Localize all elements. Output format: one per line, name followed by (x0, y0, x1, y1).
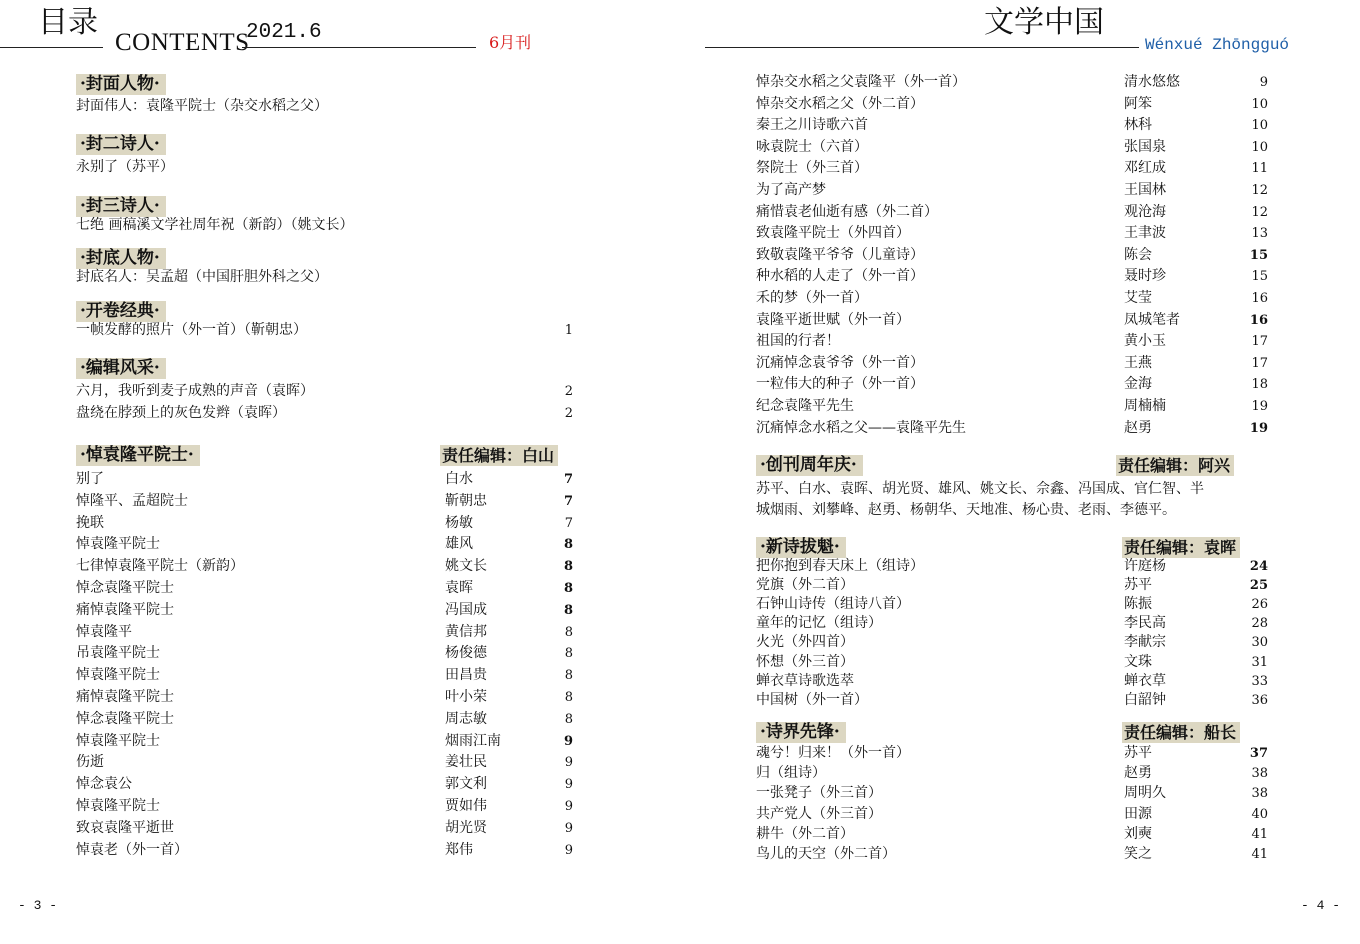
entry-author: 李民高 (1124, 615, 1166, 632)
toc-entry (76, 381, 573, 402)
entry-title: 党旗（外二首） (756, 577, 854, 594)
anniv-line-1: 苏平、白水、袁晖、胡光贤、雄风、姚文长、佘鑫、冯国成、官仁智、半 (756, 481, 1204, 497)
entry-author: 刘奭 (1124, 825, 1152, 842)
cover2-line: 永别了（苏平） (76, 159, 174, 175)
toc-entry (76, 513, 573, 534)
entry-title: 禾的梦（外一首） (756, 290, 868, 306)
toc-entry (76, 643, 573, 664)
toc-entry (756, 594, 1268, 615)
entry-page: 2 (564, 384, 573, 399)
entry-author: 笑之 (1124, 846, 1152, 862)
entry-author: 阿笨 (1124, 95, 1152, 112)
entry-page: 19 (1251, 399, 1268, 414)
dot-leader (245, 556, 444, 577)
dot-leader (827, 763, 1123, 784)
dot-leader (189, 840, 444, 861)
dot-leader (105, 752, 444, 773)
toc-entry (76, 578, 573, 599)
toc-entry (756, 844, 1268, 865)
entry-author: 赵勇 (1124, 765, 1152, 782)
entry-page: 36 (1251, 692, 1268, 708)
dot-leader (911, 743, 1123, 764)
entry-author: 林科 (1124, 117, 1152, 134)
cover-line: 封面伟人：袁隆平院士（杂交水稻之父） (76, 98, 328, 114)
entry-page: 8 (563, 537, 573, 553)
entry-page: 9 (564, 755, 573, 771)
dot-leader (105, 513, 444, 534)
toc-entry (756, 115, 1268, 136)
dot-leader (189, 491, 444, 512)
entry-author: 凤城笔者 (1124, 311, 1180, 328)
entry-author: 陈振 (1124, 596, 1152, 613)
toc-entry (76, 709, 573, 730)
dot-leader (883, 804, 1123, 825)
toc-entry (756, 137, 1268, 158)
entry-title: 悼袁隆平院士 (76, 732, 160, 749)
entry-author: 金海 (1124, 376, 1152, 393)
entry-page: 37 (1249, 746, 1268, 761)
entry-author: 白水 (445, 471, 473, 487)
entry-page: 10 (1251, 96, 1268, 112)
dot-leader (869, 288, 1123, 309)
entry-author: 邓红成 (1124, 160, 1166, 177)
dot-leader (967, 72, 1123, 93)
toc-entry (756, 94, 1268, 115)
entry-author: 杨俊德 (445, 645, 487, 662)
entry-title: 火光（外四首） (756, 634, 854, 651)
toc-entry (756, 575, 1268, 596)
entry-title: 共产党人（外三首） (756, 805, 882, 822)
dot-leader (855, 652, 1123, 673)
entry-page: 33 (1251, 673, 1268, 689)
entry-title: 悼袁隆平院士 (76, 798, 160, 814)
entry-author: 黄信邦 (445, 623, 487, 640)
entry-page: 28 (1251, 616, 1268, 632)
entry-title: 纪念袁隆平先生 (756, 398, 854, 414)
section-title: ·封面人物· (76, 74, 166, 95)
dot-leader (133, 774, 444, 795)
dot-leader (827, 180, 1123, 201)
entry-title: 悼念袁隆平院士 (76, 580, 174, 596)
dot-leader (855, 575, 1123, 596)
entry-page: 30 (1251, 635, 1268, 651)
entry-title: 致哀袁隆平逝世 (76, 819, 174, 836)
entry-title: 归（组诗） (756, 765, 826, 782)
entry-author: 王国林 (1124, 182, 1166, 198)
entry-page: 18 (1251, 377, 1268, 393)
entry-author: 蝉衣草 (1124, 672, 1166, 689)
page-number-right: - 4 - (1301, 898, 1341, 913)
entry-page: 7 (564, 515, 573, 531)
entry-title: 沉痛悼念水稻之父——袁隆平先生 (756, 419, 966, 436)
dot-leader (105, 469, 444, 490)
entry-page: 8 (563, 581, 573, 596)
entry-author: 靳朝忠 (445, 492, 487, 509)
entry-page: 12 (1251, 183, 1268, 198)
entry-title: 耕牛（外二首） (756, 825, 854, 842)
entry-author: 周楠楠 (1124, 398, 1166, 414)
entry-author: 袁晖 (445, 580, 473, 596)
entry-page: 15 (1251, 269, 1268, 285)
section-editor-credit: 责任编辑：船长 (1122, 722, 1240, 743)
entry-title: 鸟儿的天空（外二首） (756, 846, 896, 862)
entry-title: 把你抱到春天床上（组诗） (756, 558, 924, 574)
entry-author: 张国泉 (1124, 138, 1166, 155)
dot-leader (161, 731, 444, 752)
entry-page: 10 (1251, 139, 1268, 155)
section-title: ·开卷经典· (76, 301, 166, 322)
dot-leader (869, 690, 1123, 711)
entry-page: 9 (564, 842, 573, 858)
entry-title: 悼杂交水稻之父（外二首） (756, 95, 924, 112)
contents-label: CONTENTS (115, 29, 250, 56)
toc-entry (756, 556, 1268, 577)
toc-entry (756, 310, 1268, 331)
entry-title: 痛悼袁隆平院士 (76, 601, 174, 618)
entry-title: 袁隆平逝世赋（外一首） (756, 311, 910, 328)
entry-title: 蝉衣草诗歌选萃 (756, 672, 854, 689)
dot-leader (161, 534, 444, 555)
entry-title: 咏袁院士（六首） (756, 138, 868, 155)
entry-author: 郑伟 (445, 841, 473, 858)
section-title: ·诗界先锋· (756, 722, 846, 743)
section-title: ·新诗拔魁· (756, 537, 846, 558)
back-line: 封底名人：吴孟超（中国肝胆外科之父） (76, 269, 328, 285)
toc-entry (76, 403, 573, 424)
cover3-line: 七绝 画稿溪文学社周年祝（新韵）（姚文长） (76, 217, 354, 233)
toc-entry (76, 796, 573, 817)
entry-page: 25 (1249, 578, 1268, 594)
dot-leader (869, 115, 1123, 136)
entry-page: 40 (1251, 806, 1268, 822)
toc-entry (756, 804, 1268, 825)
dot-leader (855, 632, 1123, 653)
section-editor-credit: 责任编辑：阿兴 (1116, 455, 1234, 476)
toc-entry (76, 622, 573, 643)
entry-page: 31 (1251, 654, 1268, 670)
entry-title: 悼袁隆平院士 (76, 536, 160, 553)
dot-leader (925, 266, 1123, 287)
entry-title: 悼袁隆平 (76, 623, 132, 640)
dot-leader (133, 622, 444, 643)
section-title: ·封底人物· (76, 248, 166, 269)
dot-leader (855, 824, 1123, 845)
entry-author: 苏平 (1124, 577, 1152, 594)
entry-author: 叶小荣 (445, 689, 487, 705)
entry-title: 悼隆平、孟超院士 (76, 492, 188, 509)
entry-title: 悼袁隆平院士 (76, 667, 160, 684)
toc-entry (76, 534, 573, 555)
section-title: ·封二诗人· (76, 134, 166, 155)
issue-label: 6月刊 (489, 33, 532, 52)
section-editor-credit: 责任编辑：袁晖 (1122, 537, 1240, 558)
entry-author: 贾如伟 (445, 798, 487, 814)
right-page-title: 文学中国 (984, 5, 1104, 40)
dot-leader (855, 396, 1123, 417)
entry-title: 致敬袁隆平爷爷（儿童诗） (756, 246, 924, 263)
entry-page: 8 (564, 624, 573, 640)
entry-page: 2 (564, 406, 573, 421)
journal-pinyin: Wénxué Zhōngguó (1145, 36, 1290, 54)
page-number-left: - 3 - (18, 898, 58, 913)
entry-page: 16 (1249, 312, 1268, 328)
entry-title: 为了高产梦 (756, 182, 826, 198)
entry-page: 7 (563, 472, 573, 487)
entry-page: 26 (1251, 597, 1268, 613)
toc-entry (756, 783, 1268, 804)
section-anniv (756, 455, 1256, 476)
entry-title: 悼袁老（外一首） (76, 841, 188, 858)
entry-page: 17 (1251, 334, 1268, 350)
toc-entry (76, 687, 573, 708)
dot-leader (911, 594, 1123, 615)
entry-title: 祖国的行者！ (756, 333, 840, 350)
entry-title: 悼念袁隆平院士 (76, 710, 174, 727)
toc-entry (756, 202, 1268, 223)
entry-author: 赵勇 (1124, 419, 1152, 436)
entry-page: 1 (564, 323, 573, 338)
section-newpoem (756, 537, 1260, 558)
toc-entry (76, 469, 573, 490)
entry-title: 祭院士（外三首） (756, 160, 868, 177)
dot-leader (939, 202, 1123, 223)
entry-page: 8 (564, 711, 573, 727)
toc-entry (756, 288, 1268, 309)
dot-leader (175, 709, 444, 730)
entry-text: 一帧发酵的照片（外一首）（靳朝忠） (76, 322, 307, 338)
toc-entry (756, 72, 1268, 93)
entry-author: 王聿波 (1124, 225, 1166, 242)
entry-page: 17 (1251, 355, 1268, 371)
entry-author: 周明久 (1124, 785, 1166, 802)
toc-entry (76, 752, 573, 773)
entry-page: 8 (564, 668, 573, 684)
entry-page: 16 (1251, 291, 1268, 306)
entry-author: 胡光贤 (445, 819, 487, 836)
entry-title: 沉痛悼念袁爷爷（外一首） (756, 354, 924, 371)
entry-page: 41 (1251, 826, 1268, 842)
entry-author: 雄风 (445, 536, 473, 553)
dot-leader (897, 844, 1123, 865)
entry-author: 杨敏 (445, 514, 473, 531)
toc-entry (756, 266, 1268, 287)
entry-title: 痛惜袁老仙逝有感（外二首） (756, 203, 938, 220)
dot-leader (841, 331, 1123, 352)
dot-leader (161, 665, 444, 686)
dot-leader (869, 158, 1123, 179)
left-page-title: 目录 (38, 5, 98, 40)
entry-title: 魂兮！归来！（外一首） (756, 745, 910, 761)
toc-entry (76, 731, 573, 752)
section-editor-credit: 责任编辑：白山 (440, 445, 558, 466)
toc-entry (76, 818, 573, 839)
entry-author: 田源 (1124, 805, 1152, 822)
entry-text: 六月，我听到麦子成熟的声音（袁晖） (76, 383, 314, 399)
entry-page: 15 (1249, 247, 1268, 263)
section-title: ·悼袁隆平院士· (76, 445, 200, 466)
toc-entry (756, 824, 1268, 845)
dot-leader (175, 818, 444, 839)
toc-entry (756, 652, 1268, 673)
dot-leader (925, 94, 1123, 115)
section-title: ·封三诗人· (76, 196, 166, 217)
dot-leader (855, 671, 1123, 692)
dot-leader (175, 600, 444, 621)
entry-title: 七律悼袁隆平院士（新韵） (76, 558, 244, 575)
entry-page: 8 (563, 602, 573, 618)
entry-title: 石钟山诗传（组诗八首） (756, 596, 910, 613)
toc-entry (76, 556, 573, 577)
dot-leader (925, 556, 1123, 577)
entry-title: 别了 (76, 471, 104, 487)
entry-page: 8 (564, 646, 573, 662)
entry-author: 艾莹 (1124, 290, 1152, 306)
entry-author: 黄小玉 (1124, 333, 1166, 350)
left-header-rule-a (0, 47, 103, 48)
entry-author: 清水悠悠 (1124, 74, 1180, 90)
dot-leader (869, 137, 1123, 158)
dot-leader (911, 310, 1123, 331)
entry-page: 9 (1259, 75, 1268, 90)
entry-page: 38 (1251, 766, 1268, 782)
entry-author: 姜壮民 (445, 754, 487, 771)
entry-author: 郭文利 (445, 776, 487, 793)
toc-entry (756, 632, 1268, 653)
toc-entry (76, 840, 573, 861)
entry-page: 41 (1251, 847, 1268, 862)
entry-page: 10 (1251, 118, 1268, 134)
entry-page: 9 (564, 799, 573, 814)
entry-author: 田昌贵 (445, 667, 487, 684)
entry-author: 周志敏 (445, 710, 487, 727)
toc-entry (756, 763, 1268, 784)
entry-title: 怀想（外三首） (756, 653, 854, 670)
entry-title: 吊袁隆平院士 (76, 645, 160, 662)
toc-entry (76, 665, 573, 686)
toc-entry (756, 245, 1268, 266)
toc-entry (76, 491, 573, 512)
toc-entry (76, 600, 573, 621)
dot-leader (883, 613, 1123, 634)
entry-page: 7 (563, 493, 573, 509)
section-vanguard (756, 722, 1260, 743)
entry-title: 痛悼袁隆平院士 (76, 689, 174, 705)
entry-author: 李献宗 (1124, 634, 1166, 651)
dot-leader (925, 374, 1123, 395)
toc-entry (756, 180, 1268, 201)
dot-leader (883, 783, 1123, 804)
toc-entry (756, 331, 1268, 352)
dot-leader (175, 578, 444, 599)
entry-title: 一张凳子（外三首） (756, 785, 882, 802)
entry-title: 挽联 (76, 514, 104, 531)
entry-author: 观沧海 (1124, 203, 1166, 220)
entry-page: 13 (1251, 226, 1268, 242)
section-title: ·创刊周年庆· (756, 455, 863, 476)
left-header-rule-b (242, 47, 476, 48)
dot-leader (161, 643, 444, 664)
entry-page: 24 (1249, 559, 1268, 574)
entry-author: 陈会 (1124, 246, 1152, 263)
entry-text: 盘绕在脖颈上的灰色发辫（袁晖） (76, 405, 286, 421)
toc-entry (756, 690, 1268, 711)
entry-title: 秦王之川诗歌六首 (756, 117, 868, 134)
entry-page: 8 (564, 690, 573, 705)
entry-page: 9 (564, 820, 573, 836)
issue-date: 2021.6 (246, 21, 322, 44)
anniv-line-2: 城烟雨、刘攀峰、赵勇、杨朝华、天地准、杨心贵、老雨、李德平。 (756, 502, 1176, 518)
entry-author: 白韶钟 (1124, 691, 1166, 708)
entry-page: 9 (564, 777, 573, 793)
right-header-rule (705, 47, 1139, 48)
entry-author: 烟雨江南 (445, 732, 501, 749)
entry-title: 伤逝 (76, 754, 104, 771)
toc-entry (756, 396, 1268, 417)
entry-title: 一粒伟大的种子（外一首） (756, 376, 924, 393)
entry-page: 9 (563, 733, 573, 749)
dot-leader (925, 245, 1123, 266)
entry-page: 19 (1249, 420, 1268, 436)
toc-entry (76, 774, 573, 795)
entry-page: 8 (563, 559, 573, 575)
dot-leader (161, 796, 444, 817)
toc-entry (756, 374, 1268, 395)
entry-title: 悼念袁公 (76, 776, 132, 793)
entry-title: 悼杂交水稻之父袁隆平（外一首） (756, 74, 966, 90)
toc-entry (756, 353, 1268, 374)
entry-author: 姚文长 (445, 558, 487, 575)
toc-entry (756, 158, 1268, 179)
entry-author: 许庭杨 (1124, 558, 1166, 574)
toc-entry (756, 671, 1268, 692)
entry-title: 种水稻的人走了（外一首） (756, 268, 924, 285)
dot-leader (925, 353, 1123, 374)
entry-title: 童年的记忆（组诗） (756, 615, 882, 632)
toc-entry (756, 613, 1268, 634)
entry-page: 38 (1251, 786, 1268, 802)
section-mourn (76, 445, 578, 466)
dot-leader (175, 687, 444, 708)
entry-author: 文珠 (1124, 653, 1152, 670)
toc-entry (756, 743, 1268, 764)
opening-entry (76, 320, 573, 341)
dot-leader (967, 418, 1123, 439)
entry-page: 12 (1251, 204, 1268, 220)
entry-author: 聂时珍 (1124, 268, 1166, 285)
toc-entry (756, 223, 1268, 244)
entry-author: 苏平 (1124, 745, 1152, 761)
entry-title: 致袁隆平院士（外四首） (756, 225, 910, 242)
dot-leader (911, 223, 1123, 244)
entry-page: 11 (1251, 161, 1268, 177)
entry-author: 王燕 (1124, 354, 1152, 371)
entry-author: 冯国成 (445, 601, 487, 618)
entry-title: 中国树（外一首） (756, 691, 868, 708)
toc-entry (756, 418, 1268, 439)
section-title: ·编辑风采· (76, 358, 166, 379)
